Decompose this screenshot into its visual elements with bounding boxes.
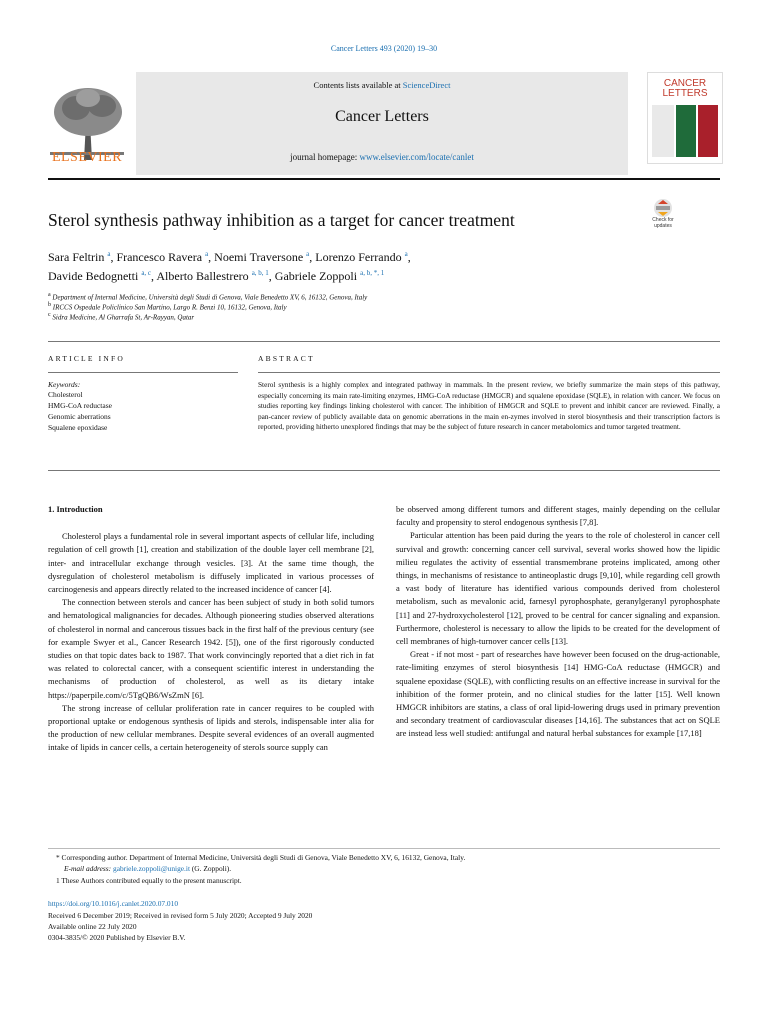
cover-panel-red (698, 105, 718, 157)
equal-contribution-note: 1 These Authors contributed equally to the present manuscript. (56, 876, 242, 885)
affiliation-mark: a (48, 292, 51, 298)
affiliation (48, 312, 194, 321)
authors-line-2: Davide Bedognetti $^{a, c}$, Alberto Ballestrero $^{a, b, 1}$, Gabriele Zoppoli $^{a, b, *, 1}$ (48, 269, 385, 283)
cover-title-line1: CANCER (663, 78, 707, 89)
journal-name: Cancer Letters (335, 108, 429, 125)
affiliation-text: IRCCS Ospedale Policlinico San Martino, Largo R. Benzi 10, 16132, Genova, Italy (52, 303, 287, 312)
author-name: Gabriele Zoppoli (274, 269, 358, 283)
section-heading-introduction: 1. Introduction (48, 504, 103, 514)
abstract-rule (258, 372, 720, 373)
affiliation-mark: c (48, 312, 51, 318)
received-dates: Received 6 December 2019; Received in revised form 5 July 2020; Accepted 9 July 2020 (48, 911, 313, 920)
body-paragraph: Cholesterol plays a fundamental role in several important aspects of cellular life, including regulation of cell growth [1], creation and stabilization of the double layer cell membrane [2], inter- and intracellular exchange through vesicles. [3]. At the same time though, the dysregulation of cholesterol metabolism is diffusely implicated in various processes of carcinogenesis and appears directly related to the increased incidence of cancer [4]. (48, 531, 374, 595)
affiliation-text: Department of Internal Medicine, Università degli Studi di Genova, Viale Benedetto XV, 6, 16132, Genova, Italy (52, 293, 368, 302)
author-name: Lorenzo Ferrando (315, 250, 402, 264)
abstract-text: Sterol synthesis is a highly complex and integrated pathway in mammals. In the present review, we briefly summarize the main steps of this pathway, especially concerning its main rate-limiting enzymes, HMG-CoA reductase (HMGCR) and squalene epoxidase (SQLE), in relation with cancer. We focus on studies reporting key findings linking cholesterol with cancer. The inhibition of HMGCR and SQLE to prevent and inhibit cancer are reviewed. Finally, a pan-cancer review of publicly available data on genomic aberrations in the main en-zymes involved in sterol biosynthesis and their transcription factors is reported, providing hitherto unexplored findings that may be the subject of future research in cancer metabolomics and tumor targeted treatment. (258, 380, 720, 431)
check-for-updates-label (643, 217, 683, 229)
author-name: Francesco Ravera (116, 250, 203, 264)
author-affiliation-mark[interactable]: a (306, 250, 310, 258)
abstract-heading: ABSTRACT (258, 354, 315, 363)
author-affiliation-mark[interactable]: a (205, 250, 209, 258)
email-note (64, 864, 231, 874)
body-paragraph: be observed among different tumors and different stages, mainly depending on the cellular faculty and propensity to sterol endogenous synthesis [7,8]. (396, 504, 720, 528)
author-name: Alberto Ballestrero (156, 269, 249, 283)
copyright: 0304-3835/© 2020 Published by Elsevier B.V. (48, 933, 186, 942)
affiliation (48, 292, 367, 301)
affiliation (48, 302, 287, 311)
author-affiliation-mark[interactable]: a (107, 250, 111, 258)
authors-line-1: Sara Feltrin $^a$, Francesco Ravera $^a$, Noemi Traversone $^a$, Lorenzo Ferrando $^a$, (48, 250, 411, 264)
keyword: Genomic aberrations (48, 412, 111, 421)
body-paragraph: Particular attention has been paid during the years to the role of cholesterol in cancer cell survival and growth: concerning cancer cell survival, several works showed how the lipidic milieu regulates the activity of essential transmembrane proteins implicated, among other things, in mechanisms of resistance to antineoplastic drugs [9,10], while regarding cell growth a vast body of literature has identified various compounds derived from cholesterol metabolism, such as mevalonic acid, farnesyl pyrophosphate, geranylgeranyl pyrophosphate [11] and 27-hydroxycholesterol [12], proved to be central for cancer signaling and expansion. Furthermore, cholesterol is necessary to allow the lipids to be created for the development of cell membranes of high-turnover cancer cells [13]. (396, 530, 720, 647)
sciencedirect-link[interactable]: ScienceDirect (402, 80, 451, 90)
author-affiliation-mark[interactable]: a, b, 1 (251, 269, 269, 277)
contents-line (136, 80, 628, 90)
body-left-column (48, 503, 374, 755)
elsevier-wordmark: ELSEVIER (51, 150, 123, 165)
author-affiliation-mark[interactable]: a, b, *, 1 (360, 269, 385, 277)
check-for-updates-line1: Check for (652, 217, 674, 223)
email-label: E-mail address: (64, 864, 113, 873)
contents-prefix: Contents lists available at (313, 80, 403, 90)
cover-panel-left (652, 105, 674, 157)
cover-title (648, 79, 722, 99)
doi-link[interactable]: https://doi.org/10.1016/j.canlet.2020.07.010 (48, 899, 179, 908)
article-info-heading: ARTICLE INFO (48, 354, 125, 363)
homepage-line (136, 152, 628, 162)
cover-panel-green (676, 105, 696, 157)
author-affiliation-mark[interactable]: a (404, 250, 408, 258)
body-right-column (396, 503, 720, 741)
front-matter-rule (48, 341, 720, 342)
author-name: Noemi Traversone (214, 250, 304, 264)
body-paragraph: Great - if not most - part of researches have however been focused on the drug-actionable, rate-limiting enzymes of sterol biosynthesis [14] HMG-CoA reductase (HMGCR) and squalene epoxidase (SQLE), with conflicting results on an effective increase in survival for the inhibition of the former protein, and no clinical studies for the latter [15]. Well known HMGCR inhibitors are statins, a class of oral lipid-lowering drugs used in primary prevention and secondary treatment of cardiovascular diseases [14,16]. The substances that act on SQLE are instead less well studied: antifungal and natural herbal substances for example [17,18] (396, 649, 720, 739)
cover-title-line2: LETTERS (662, 88, 708, 99)
email-link[interactable]: gabriele.zoppoli@unige.it (113, 864, 190, 873)
journal-reference[interactable]: Cancer Letters 493 (2020) 19–30 (330, 44, 438, 53)
footnote-rule (48, 848, 720, 849)
available-online: Available online 22 July 2020 (48, 922, 137, 931)
affiliation-text: Sidra Medicine, Al Gharrafa St, Ar-Rayyan, Qatar (52, 313, 195, 322)
author-affiliation-mark[interactable]: a, c (141, 269, 152, 277)
article-info-rule (48, 372, 238, 373)
journal-cover-thumbnail[interactable] (647, 72, 723, 164)
affiliation-mark: b (48, 302, 51, 308)
abstract-bottom-rule (48, 470, 720, 471)
corresponding-author-note: * Corresponding author. Department of Internal Medicine, Università degli Studi di Genova, Viale Benedetto XV, 6, 16132, Genova, Italy. (56, 853, 466, 862)
keyword: Cholesterol (48, 390, 83, 399)
authors (48, 246, 608, 284)
body-paragraph: The strong increase of cellular proliferation rate in cancer requires to be coupled with proportional uptake or endogenous synthesis of lipids and sterols, indispensable inter alia for the production of new cellular membranes. Despite several evidences of an overall augmented intake of lipids in cancer cells, a certain heterogeneity of sterols source supply can (48, 702, 374, 753)
email-suffix: (G. Zoppoli). (190, 864, 232, 873)
header-rule (48, 178, 720, 180)
paper-title: Sterol synthesis pathway inhibition as a target for cancer treatment (48, 210, 515, 230)
keywords-label: Keywords: (48, 380, 81, 389)
body-paragraph: The connection between sterols and cancer has been subject of study in both solid tumors and hematological malignancies for decades. Although pioneering studies observed alterations of cholesterol in normal and cancerous tissues back in the first half of the previous century (see for example Swyer et al., Cancer Research 1942. [5]), one of the first rigorously conducted studies on that topic dates back to 1987. That work convincingly reported that a diet rich in fat was related to colorectal cancer, with a consequent scientific interest in understanding the mechanisms of production of cholesterol, as well as its dietary intake https://paperpile.com/c/5TgQB6/WsZmN [6]. (48, 597, 374, 700)
check-for-updates-line2: updates (654, 223, 672, 229)
author-name: Sara Feltrin (48, 250, 105, 264)
homepage-link[interactable]: www.elsevier.com/locate/canlet (359, 152, 474, 162)
keyword: HMG-CoA reductase (48, 401, 112, 410)
author-name: Davide Bedognetti (48, 269, 139, 283)
homepage-prefix: journal homepage: (290, 152, 360, 162)
keyword: Squalene epoxidase (48, 423, 108, 432)
